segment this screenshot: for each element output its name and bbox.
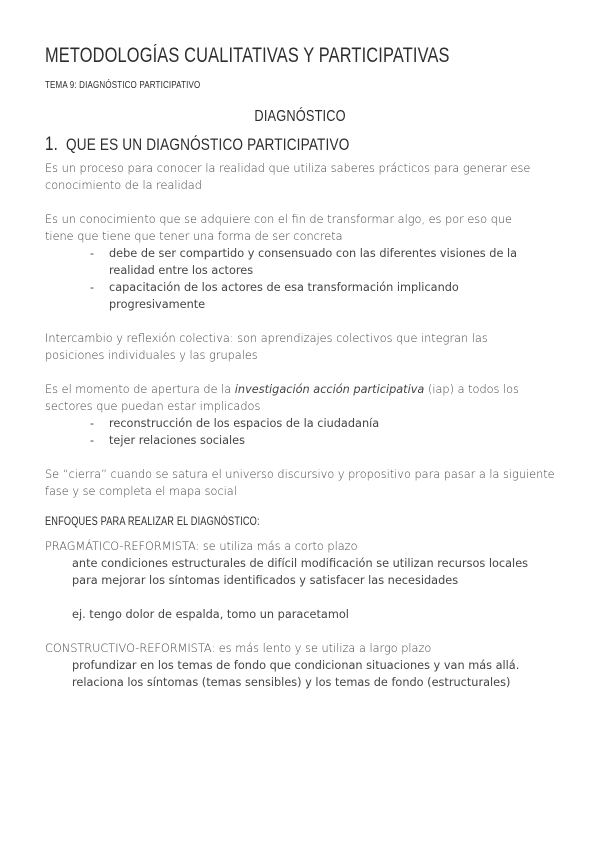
- bullet-dash: -: [90, 417, 95, 430]
- list-item: - reconstrucción de los espacios de la ciudadanía: [90, 417, 380, 430]
- list-item: - tejer relaciones sociales: [90, 434, 246, 447]
- indented-line: profundizar en los temas de fondo que condicionan situaciones y van más allá.: [72, 659, 520, 672]
- topic-subtitle: TEMA 9: DIAGNÓSTICO PARTICIPATIVO: [45, 80, 201, 91]
- bullet-dash: -: [90, 247, 95, 260]
- bullet-dash: -: [90, 281, 95, 294]
- indented-line: ante condiciones estructurales de difícil modificación se utilizan recursos locales: [72, 557, 529, 570]
- example-line: ej. tengo dolor de espalda, tomo un paracetamol: [72, 608, 349, 621]
- section-heading: DIAGNÓSTICO: [254, 108, 346, 125]
- list-item: - debe de ser compartido y consensuado con las diferentes visiones de la: [90, 247, 518, 260]
- pragmatico-label: PRAGMÁTICO-REFORMISTA: se utiliza más a corto plazo: [45, 540, 358, 553]
- paragraph-line: Es un proceso para conocer la realidad que utiliza saberes prácticos para generar ese: [45, 162, 531, 175]
- paragraph-line: Se “cierra” cuando se satura el universo discursivo y propositivo para pasar a la siguiente: [45, 468, 555, 481]
- indented-line: relaciona los síntomas (temas sensibles) y los temas de fondo (estructurales): [72, 676, 511, 689]
- constructivo-label: CONSTRUCTIVO-REFORMISTA: es más lento y se utiliza a largo plazo: [45, 642, 432, 655]
- paragraph-line: conocimiento de la realidad: [45, 179, 202, 192]
- subsection-text: QUE ES UN DIAGNÓSTICO PARTICIPATIVO: [66, 135, 350, 154]
- paragraph-line: tiene que tiene que tener una forma de ser concreta: [45, 230, 343, 243]
- enfoques-title: ENFOQUES PARA REALIZAR EL DIAGNÓSTICO:: [45, 516, 260, 528]
- paragraph-line: sectores que puedan estar implicados: [45, 400, 261, 413]
- list-item-continuation: progresivamente: [109, 298, 206, 311]
- indented-line: para mejorar los síntomas identificados y satisfacer las necesidades: [72, 574, 459, 587]
- paragraph-line: Es un conocimiento que se adquiere con el fin de transformar algo, es por eso que: [45, 213, 512, 226]
- paragraph-line: Es el momento de apertura de la investigación acción participativa (iap) a todos los: [45, 383, 519, 396]
- emphasis-text: investigación acción participativa: [234, 383, 425, 396]
- paragraph-line: posiciones individuales y las grupales: [45, 349, 258, 362]
- list-item-continuation: realidad entre los actores: [109, 264, 254, 277]
- subsection-number: 1.: [45, 134, 58, 155]
- list-item: - capacitación de los actores de esa transformación implicando: [90, 281, 459, 294]
- bullet-dash: -: [90, 434, 95, 447]
- paragraph-line: Intercambio y reflexión colectiva: son aprendizajes colectivos que integran las: [45, 332, 488, 345]
- subsection-title: [45, 134, 349, 156]
- paragraph-line: fase y se completa el mapa social: [45, 485, 237, 498]
- document-title: METODOLOGÍAS CUALITATIVAS Y PARTICIPATIVAS: [45, 44, 450, 67]
